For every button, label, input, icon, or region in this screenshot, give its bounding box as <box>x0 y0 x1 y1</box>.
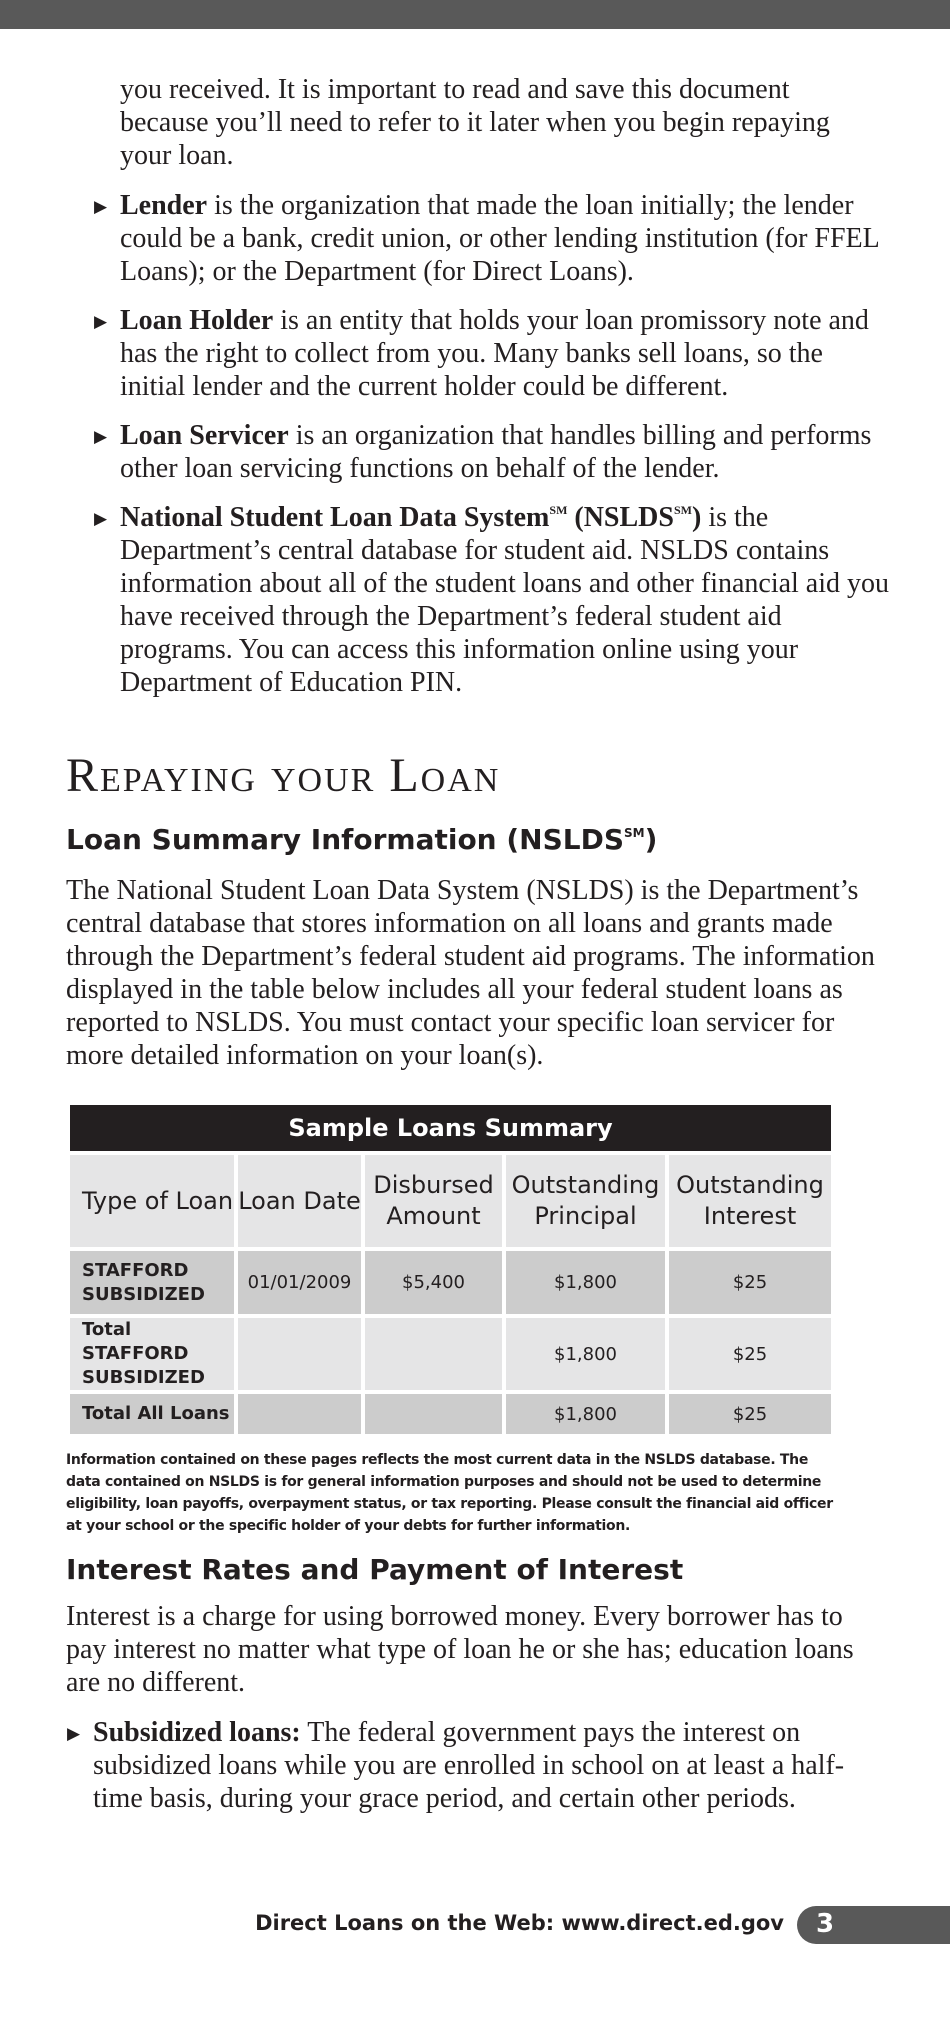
definition-text: is an organization that handles billing and performs other loan servicing functions on behalf of the lender. <box>120 420 872 484</box>
intro-paragraph: you received. It is important to read and save this document because you’ll need to refer to it later when you begin repaying your loan. <box>120 74 830 171</box>
table-row <box>70 1251 831 1318</box>
interest-paragraph: Interest is a charge for using borrowed money. Every borrower has to pay interest no matter what type of loan he or she has; education loans are no different. <box>66 1601 854 1698</box>
footer-text <box>255 1911 784 1935</box>
principal-cell: $1,800 <box>506 1394 669 1438</box>
definition-term: Loan Holder <box>120 305 274 336</box>
definition-text: is an entity that holds your loan promissory note and has the right to collect from you. Many banks sell loans, so the initial lender and the current holder could be different. <box>120 305 869 402</box>
bullet-triangle-icon: ▶ <box>94 312 108 331</box>
column-header: Outstanding Interest <box>669 1155 831 1251</box>
loan-type-cell: Total All Loans <box>70 1394 238 1438</box>
section-title: Repaying your Loan <box>66 749 501 802</box>
page-footer <box>0 1906 950 1944</box>
page-number: 3 <box>816 1909 835 1939</box>
loan-date-cell <box>238 1318 365 1394</box>
disbursed-cell <box>365 1394 506 1438</box>
table-row <box>70 1318 831 1394</box>
table-header-row <box>70 1155 831 1251</box>
column-header: Outstanding Principal <box>506 1155 669 1251</box>
interest-heading: Interest Rates and Payment of Interest <box>66 1553 684 1586</box>
bullet-triangle-icon: ▶ <box>94 197 108 216</box>
sample-loans-table <box>70 1105 831 1438</box>
definition-term: National Student Loan Data System℠ (NSLDS℠) <box>120 502 702 533</box>
definition-text: is the organization that made the loan initially; the lender could be a bank, credit union, or other lending institution (for FFEL Loans); or the Department (for Direct Loans). <box>120 190 879 287</box>
definition-loan-servicer <box>94 419 890 485</box>
loan-summary-paragraph: The National Student Loan Data System (NSLDS) is the Department’s central database that stores information on all loans and grants made through the Department’s federal student aid programs. The information displayed in the table below includes all your federal student loans as reported to NSLDS. You must contact your specific loan servicer for more detailed information on your loan(s). <box>66 875 875 1071</box>
definition-term: Lender <box>120 190 208 221</box>
loan-date-cell <box>238 1394 365 1438</box>
definition-text: is the Department’s central database for student aid. NSLDS contains information about all of the student loans and other financial aid you have received through the Department’s federal student aid programs. You can access this information online using your Department of Education PIN. <box>120 502 890 698</box>
principal-cell: $1,800 <box>506 1318 669 1394</box>
table-caption: Sample Loans Summary <box>70 1105 831 1155</box>
subsidized-loans-bullet <box>67 1716 883 1815</box>
top-bar <box>0 0 950 29</box>
loan-type-cell: STAFFORD SUBSIDIZED <box>70 1251 238 1318</box>
column-header: Loan Date <box>238 1155 365 1251</box>
bullet-triangle-icon: ▶ <box>67 1724 81 1743</box>
definition-lender <box>94 189 890 288</box>
interest-cell: $25 <box>669 1251 831 1318</box>
principal-cell: $1,800 <box>506 1251 669 1318</box>
loan-summary-heading: Loan Summary Information (NSLDS℠) <box>66 823 658 856</box>
table-row <box>70 1394 831 1438</box>
disbursed-cell <box>365 1318 506 1394</box>
interest-cell: $25 <box>669 1318 831 1394</box>
footer-label: Direct Loans on the Web: <box>255 1911 562 1935</box>
footer-url-link[interactable]: www.direct.ed.gov <box>561 1911 784 1935</box>
definition-loan-holder <box>94 304 890 403</box>
bullet-triangle-icon: ▶ <box>94 509 108 528</box>
bullet-triangle-icon: ▶ <box>94 427 108 446</box>
loan-date-cell: 01/01/2009 <box>238 1251 365 1318</box>
definitions-list <box>94 189 890 715</box>
bullet-text: The federal government pays the interest on subsidized loans while you are enrolled in school on at least a half-time basis, during your grace period, and certain other periods. <box>93 1717 845 1814</box>
loan-type-cell: Total STAFFORD SUBSIDIZED <box>70 1318 238 1394</box>
column-header: Type of Loan <box>70 1155 238 1251</box>
definition-nslds <box>94 501 890 699</box>
column-header: Disbursed Amount <box>365 1155 506 1251</box>
table-disclaimer: Information contained on these pages reflects the most current data in the NSLDS database. The data contained on NSLDS is for general information purposes and should not be used to determine eligibility, loan payoffs, overpayment status, or tax reporting. Please consult the financial aid officer at your school or the specific holder of your debts for further information. <box>66 1452 833 1534</box>
definition-term: Loan Servicer <box>120 420 289 451</box>
disbursed-cell: $5,400 <box>365 1251 506 1318</box>
bullet-term: Subsidized loans: <box>93 1717 301 1748</box>
interest-cell: $25 <box>669 1394 831 1438</box>
